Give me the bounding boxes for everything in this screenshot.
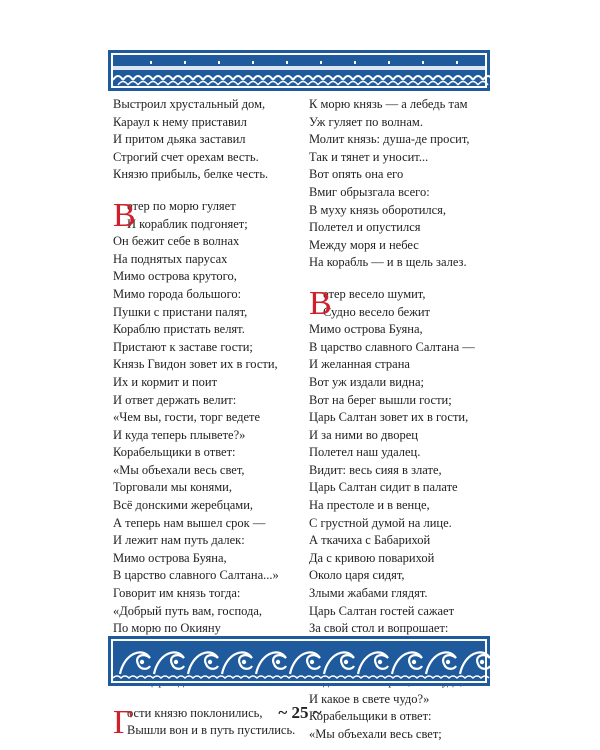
poem-line: Говорит им князь тогда: bbox=[113, 586, 241, 601]
stanza bbox=[113, 96, 299, 184]
poem-line: Пристают к заставе гости; bbox=[113, 339, 253, 354]
poem-line: Судно весело бежит bbox=[323, 304, 430, 319]
poem-line: Вот на берег вышли гости; bbox=[309, 392, 452, 407]
poem-line: И ответ держать велит: bbox=[113, 392, 237, 407]
poem-line: Пушки с пристани палят, bbox=[113, 304, 248, 319]
poem-line: Он бежит себе в волнах bbox=[113, 234, 240, 249]
poem-line: етер по морю гуляет bbox=[127, 198, 236, 213]
ornament-foam bbox=[276, 660, 280, 664]
ornament-building bbox=[454, 59, 464, 66]
ornament-building bbox=[352, 59, 362, 66]
page-number: ~ 25 ~ bbox=[278, 703, 322, 722]
poem-line: И за ними во дворец bbox=[309, 427, 418, 442]
poem-line: Мимо острова крутого, bbox=[113, 269, 237, 284]
poem-line: Видит: весь сияя в злате, bbox=[309, 462, 442, 477]
poem-line: Вмиг обрызгала всего: bbox=[309, 184, 430, 199]
ornament-foam bbox=[480, 660, 484, 664]
poem-line: Мимо острова Буяна, bbox=[113, 550, 227, 565]
poem-line: Так и тянет и уносит... bbox=[309, 149, 429, 164]
ornament-building bbox=[284, 59, 294, 66]
poem-line: На корабль — и в щель залез. bbox=[309, 255, 467, 270]
poem-line: «Мы объехали весь свет; bbox=[309, 726, 442, 741]
ornament-building bbox=[250, 59, 260, 66]
poem-line: В царство славного Салтана...» bbox=[113, 568, 279, 583]
poem-line: Их и кормит и поит bbox=[113, 374, 218, 389]
poem-line: Вот опять она его bbox=[309, 167, 404, 182]
ornament-band bbox=[113, 641, 485, 681]
drop-cap-letter: В bbox=[113, 196, 136, 234]
poem-line: Царь Салтан зовет их в гости, bbox=[309, 410, 469, 425]
poem-line: А ткачиха с Бабарихой bbox=[309, 533, 431, 548]
ornament-window bbox=[252, 61, 254, 64]
poem-line: «Чем вы, гости, торг ведете bbox=[113, 410, 261, 425]
ornament-building bbox=[386, 59, 396, 66]
ornament-window bbox=[150, 61, 152, 64]
ornament-window bbox=[218, 61, 220, 64]
poem-line: А теперь нам вышел срок — bbox=[113, 515, 266, 530]
ornament-window bbox=[388, 61, 390, 64]
ornament-building bbox=[182, 59, 192, 66]
ornament-foam bbox=[242, 660, 246, 664]
poem-line: Караул к нему приставил bbox=[113, 114, 247, 129]
ornament-building bbox=[148, 59, 158, 66]
poem-line: Полетел и опустился bbox=[309, 220, 421, 235]
poem-line: Около царя сидят, bbox=[309, 568, 405, 583]
ornament-foam bbox=[446, 660, 450, 664]
poem-line: Корабельщики в ответ: bbox=[309, 709, 432, 724]
poem-line: Полетел наш удалец. bbox=[309, 445, 421, 460]
poem-line: С грустной думой на лице. bbox=[309, 515, 452, 530]
ornament-building bbox=[318, 59, 328, 66]
ornament-foam bbox=[140, 660, 144, 664]
poem-line: И какое в свете чудо?» bbox=[309, 691, 430, 706]
poem-line: В царство славного Салтана — bbox=[309, 339, 475, 354]
poem-line: Да с кривою поварихой bbox=[309, 550, 435, 565]
ornament-foam bbox=[310, 660, 314, 664]
poem-line: И кораблик подгоняет; bbox=[127, 216, 248, 231]
poem-line: Князю прибыль, белке честь. bbox=[113, 167, 269, 182]
poem-line: Корабельщики в ответ: bbox=[113, 445, 236, 460]
poem-line: По морю по Окияну bbox=[113, 621, 221, 636]
poem-line: И лежит нам путь далек: bbox=[113, 533, 245, 548]
bottom-ornament-border bbox=[108, 636, 490, 686]
poem-line: Князь Гвидон зовет их в гости, bbox=[113, 357, 278, 372]
poem-line: В муху князь оборотился, bbox=[309, 202, 447, 217]
poem-line: За свой стол и вопрошает: bbox=[309, 621, 449, 636]
poem-line: Уж гуляет по волнам. bbox=[309, 114, 423, 129]
ornament-building bbox=[216, 59, 226, 66]
drop-cap-letter: В bbox=[309, 284, 332, 322]
poem-line: Мимо города большого: bbox=[113, 286, 242, 301]
ornament-foam bbox=[412, 660, 416, 664]
top-ornament-border bbox=[108, 50, 490, 91]
poem-line: К морю князь — а лебедь там bbox=[309, 97, 468, 111]
poem-line: Вот уж издали видна; bbox=[309, 374, 424, 389]
drop-cap-letter: Г bbox=[113, 703, 133, 741]
poem-line: Всё донскими жеребцами, bbox=[113, 498, 254, 513]
poem-line: ости князю поклонились, bbox=[127, 705, 263, 720]
poem-line: Царь Салтан сидит в палате bbox=[309, 480, 458, 495]
ornament-window bbox=[422, 61, 424, 64]
ornament-building bbox=[420, 59, 430, 66]
poem-line: И желанная страна bbox=[309, 357, 410, 372]
poem-line: Торговали мы конями, bbox=[113, 480, 232, 495]
ornament-island bbox=[113, 66, 485, 70]
poem-line: Между моря и небес bbox=[309, 237, 419, 252]
poem-line: Злыми жабами глядят. bbox=[309, 586, 428, 601]
stanza bbox=[113, 198, 299, 691]
poem-line: Молит князь: душа-де просит, bbox=[309, 132, 470, 147]
poem-line: Вышли вон и в путь пустились. bbox=[127, 723, 296, 738]
stanza bbox=[309, 96, 495, 272]
poem-line: И притом дьяка заставил bbox=[113, 132, 246, 147]
poem-line: Выстроил хрустальный дом, bbox=[113, 97, 266, 111]
poem-line: И куда теперь плывете?» bbox=[113, 427, 246, 442]
poem-line: На поднятых парусах bbox=[113, 251, 228, 266]
ornament-window bbox=[354, 61, 356, 64]
poem-line: «Мы объехали весь свет, bbox=[113, 462, 245, 477]
poem-line: Строгий счет орехам весть. bbox=[113, 149, 259, 164]
poem-line: Мимо острова Буяна, bbox=[309, 322, 423, 337]
poem-line: етер весело шумит, bbox=[323, 286, 426, 301]
poem-line: Кораблю пристать велят. bbox=[113, 322, 245, 337]
poem-line: На престоле и в венце, bbox=[309, 498, 430, 513]
poem-line: Царь Салтан гостей сажает bbox=[309, 603, 455, 618]
ornament-foam bbox=[378, 660, 382, 664]
ornament-window bbox=[184, 61, 186, 64]
ornament-window bbox=[320, 61, 322, 64]
ornament-foam bbox=[174, 660, 178, 664]
ornament-foam bbox=[208, 660, 212, 664]
ornament-foam bbox=[344, 660, 348, 664]
ornament-window bbox=[456, 61, 458, 64]
poem-line: «Добрый путь вам, господа, bbox=[113, 603, 263, 618]
ornament-window bbox=[286, 61, 288, 64]
